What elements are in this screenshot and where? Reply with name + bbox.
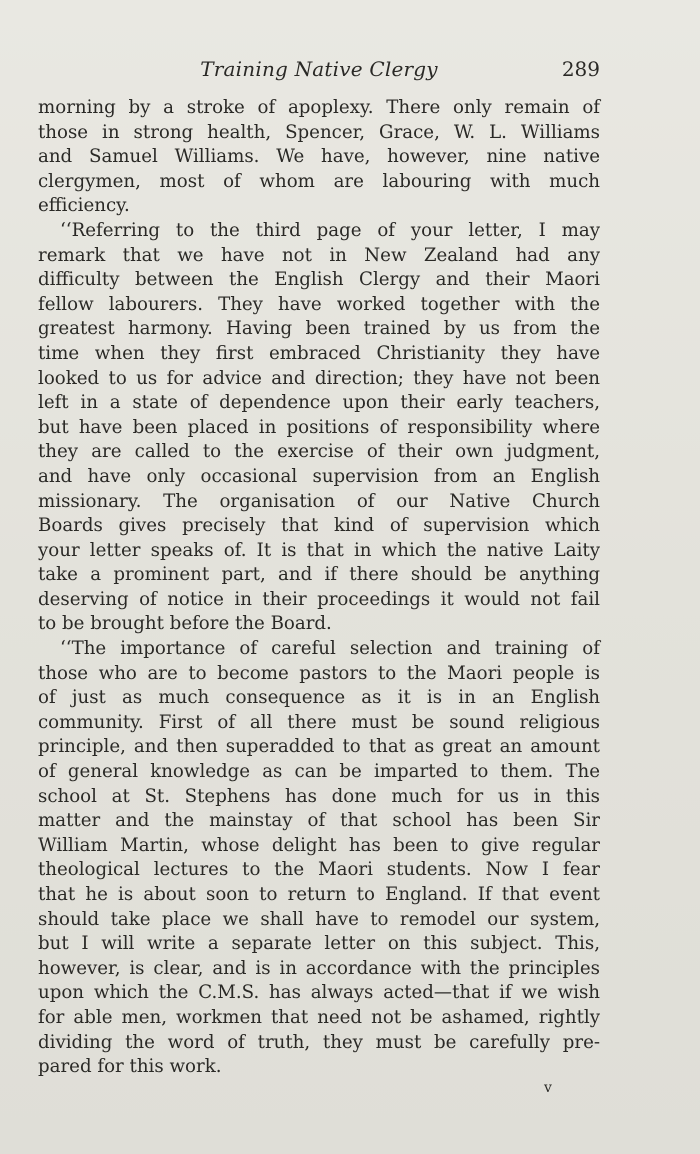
- text-line: William Martin, whose delight has been to give regular: [38, 834, 600, 856]
- page-number: 289: [561, 57, 600, 81]
- text-line: left in a state of dependence upon their early teachers,: [38, 392, 600, 414]
- text-line: that he is about soon to return to England. If that event: [38, 884, 600, 905]
- running-title: Training Native Clergy: [200, 57, 438, 81]
- text-line: time when they first embraced Christianity they have: [38, 342, 600, 364]
- text-line: should take place we shall have to remodel our system,: [38, 908, 600, 930]
- text-line: clergymen, most of whom are labouring with much: [38, 170, 600, 192]
- text-line: missionary. The organisation of our Native Church: [38, 490, 600, 512]
- text-line: difficulty between the English Clergy and their Maori: [38, 269, 600, 291]
- text-line: greatest harmony. Having been trained by us from the: [38, 318, 600, 340]
- text-line: and Samuel Williams. We have, however, nine native: [38, 146, 600, 168]
- text-line: Boards gives precisely that kind of supervision which: [38, 515, 600, 537]
- text-line: looked to us for advice and direction; they have not been: [38, 367, 600, 389]
- text-line: morning by a stroke of apoplexy. There only remain of: [38, 97, 600, 118]
- signature-mark: v: [544, 1080, 552, 1096]
- text-line: upon which the C.M.S. has always acted—that if we wish: [38, 982, 600, 1004]
- text-line: ‘‘Referring to the third page of your letter, I may: [60, 219, 600, 241]
- page-header: [38, 57, 600, 83]
- text-line: those who are to become pastors to the Maori people is: [38, 662, 600, 684]
- text-line: to be brought before the Board.: [38, 613, 332, 635]
- text-line: principle, and then superadded to that as great an amount: [38, 736, 600, 758]
- body-text: [38, 96, 600, 1080]
- text-line: of just as much consequence as it is in an English: [38, 687, 600, 709]
- text-line: theological lectures to the Maori students. Now I fear: [38, 859, 600, 881]
- text-line: your letter speaks of. It is that in which the native Laity: [38, 539, 600, 561]
- text-line: remark that we have not in New Zealand had any: [38, 244, 600, 266]
- text-line: pared for this work.: [38, 1056, 222, 1078]
- text-line: those in strong health, Spencer, Grace, W. L. Williams: [38, 121, 600, 143]
- text-line: efficiency.: [38, 195, 130, 217]
- text-line: but have been placed in positions of responsibility where: [38, 416, 600, 438]
- text-line: of general knowledge as can be imparted to them. The: [38, 761, 600, 783]
- text-line: community. First of all there must be sound religious: [38, 711, 600, 733]
- text-line: matter and the mainstay of that school has been Sir: [38, 810, 600, 832]
- text-line: dividing the word of truth, they must be carefully pre-: [38, 1031, 600, 1053]
- text-line: school at St. Stephens has done much for us in this: [38, 785, 600, 807]
- text-line: fellow labourers. They have worked together with the: [38, 293, 600, 315]
- text-line: take a prominent part, and if there should be anything: [38, 564, 600, 586]
- text-line: deserving of notice in their proceedings it would not fail: [38, 588, 600, 610]
- text-line: and have only occasional supervision from an English: [38, 465, 600, 487]
- text-line: they are called to the exercise of their own judgment,: [38, 441, 600, 463]
- text-line: ‘‘The importance of careful selection and training of: [60, 638, 600, 660]
- text-line: however, is clear, and is in accordance with the principles: [38, 957, 600, 979]
- text-line: but I will write a separate letter on this subject. This,: [38, 933, 600, 955]
- text-line: for able men, workmen that need not be ashamed, rightly: [38, 1006, 600, 1028]
